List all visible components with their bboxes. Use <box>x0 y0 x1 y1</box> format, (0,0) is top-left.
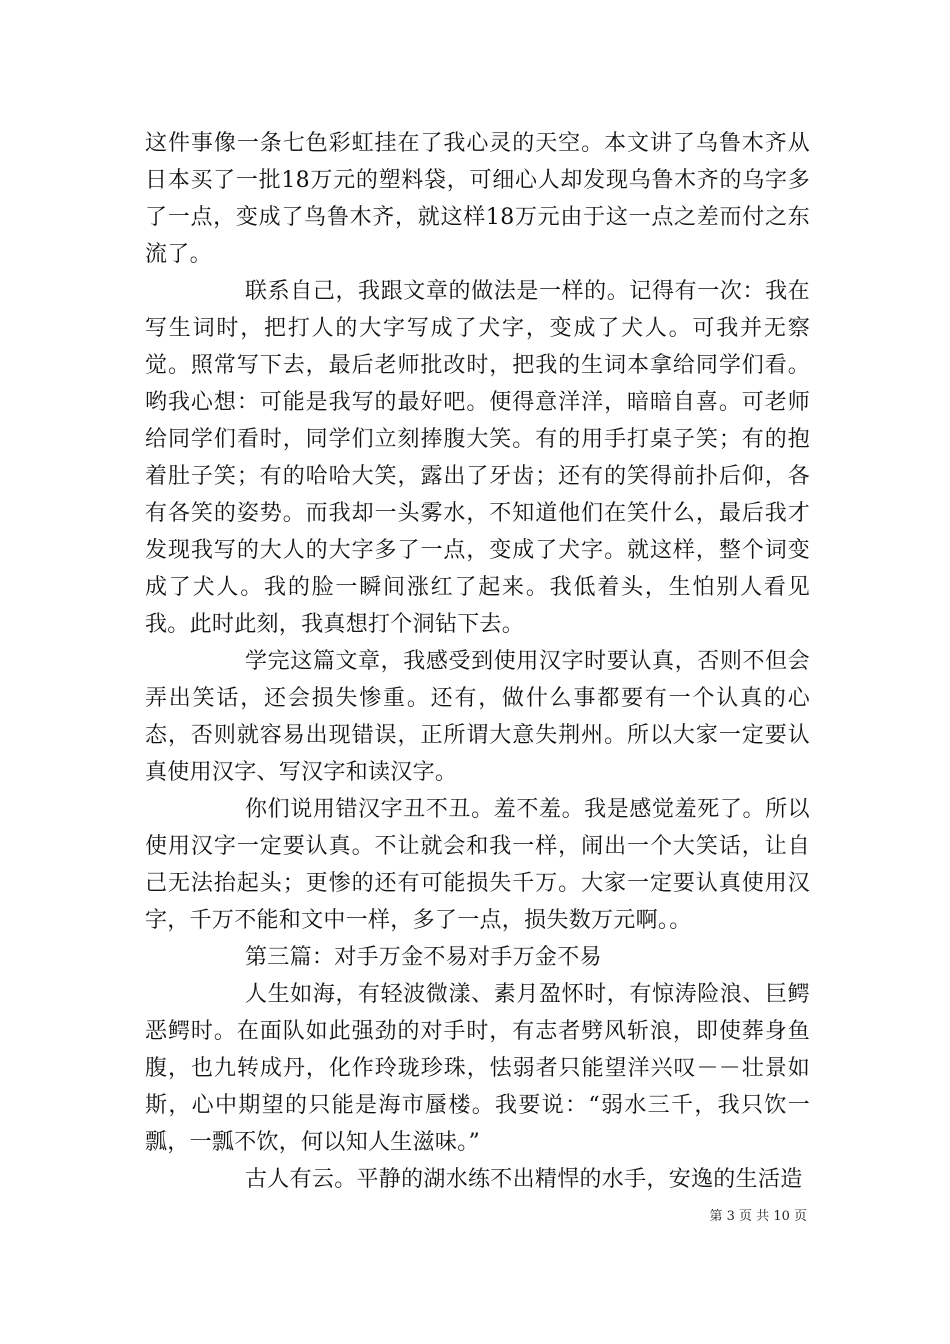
paragraph-lesson: 学完这篇文章，我感受到使用汉字时要认真，否则不但会弄出笑话，还会损失惨重。还有，做什么事都要有一个认真的心态，否则就容易出现错误，正所谓大意失荆州。所以大家一定要认真使用汉字、写汉字和读汉字。 <box>145 649 810 785</box>
paragraph-conclusion: 你们说用错汉字丑不丑。羞不羞。我是感觉羞死了。所以使用汉字一定要认真。不让就会和我一样，闹出一个大笑话，让自己无法抬起头；更惨的还有可能损失千万。大家一定要认真使用汉字，千万不能和文中一样，多了一点，损失数万元啊。。 <box>145 797 810 933</box>
paragraph-rainbow-story: 这件事像一条七色彩虹挂在了我心灵的天空。本文讲了乌鲁木齐从日本买了一批18万元的塑料袋，可细心人却发现乌鲁木齐的乌字多了一点，变成了鸟鲁木齐，就这样18万元由于这一点之差而付之东流了。 <box>145 131 810 267</box>
paragraph-ancient-saying: 古人有云。平静的湖水练不出精悍的水手，安逸的生活造 <box>245 1167 803 1192</box>
body-text <box>145 125 810 1198</box>
page-number-footer: 第 3 页 共 10 页 <box>709 1209 807 1224</box>
section-heading-part-three: 第三篇：对手万金不易对手万金不易 <box>245 945 602 970</box>
paragraph-personal-story: 联系自己，我跟文章的做法是一样的。记得有一次：我在写生词时，把打人的大字写成了犬字，变成了犬人。可我并无察觉。照常写下去，最后老师批改时，把我的生词本拿给同学们看。哟我心想：可能是我写的最好吧。便得意洋洋，暗暗自喜。可老师给同学们看时，同学们立刻捧腹大笑。有的用手打桌子笑；有的抱着肚子笑；有的哈哈大笑，露出了牙齿；还有的笑得前扑后仰，各有各笑的姿势。而我却一头雾水，不知道他们在笑什么，最后我才发现我写的大人的大字多了一点，变成了犬字。就这样，整个词变成了犬人。我的脸一瞬间涨红了起来。我低着头，生怕别人看见我。此时此刻，我真想打个洞钻下去。 <box>145 279 810 637</box>
paragraph-life-as-sea: 人生如海，有轻波微漾、素月盈怀时，有惊涛险浪、巨鳄恶鳄时。在面队如此强劲的对手时，有志者劈风斩浪，即使葬身鱼腹，也九转成丹，化作玲珑珍珠，怯弱者只能望洋兴叹－－壮景如斯，心中期望的只能是海市蜃楼。我要说：“弱水三千，我只饮一瓢，一瓢不饮，何以知人生滋味。” <box>145 982 810 1155</box>
